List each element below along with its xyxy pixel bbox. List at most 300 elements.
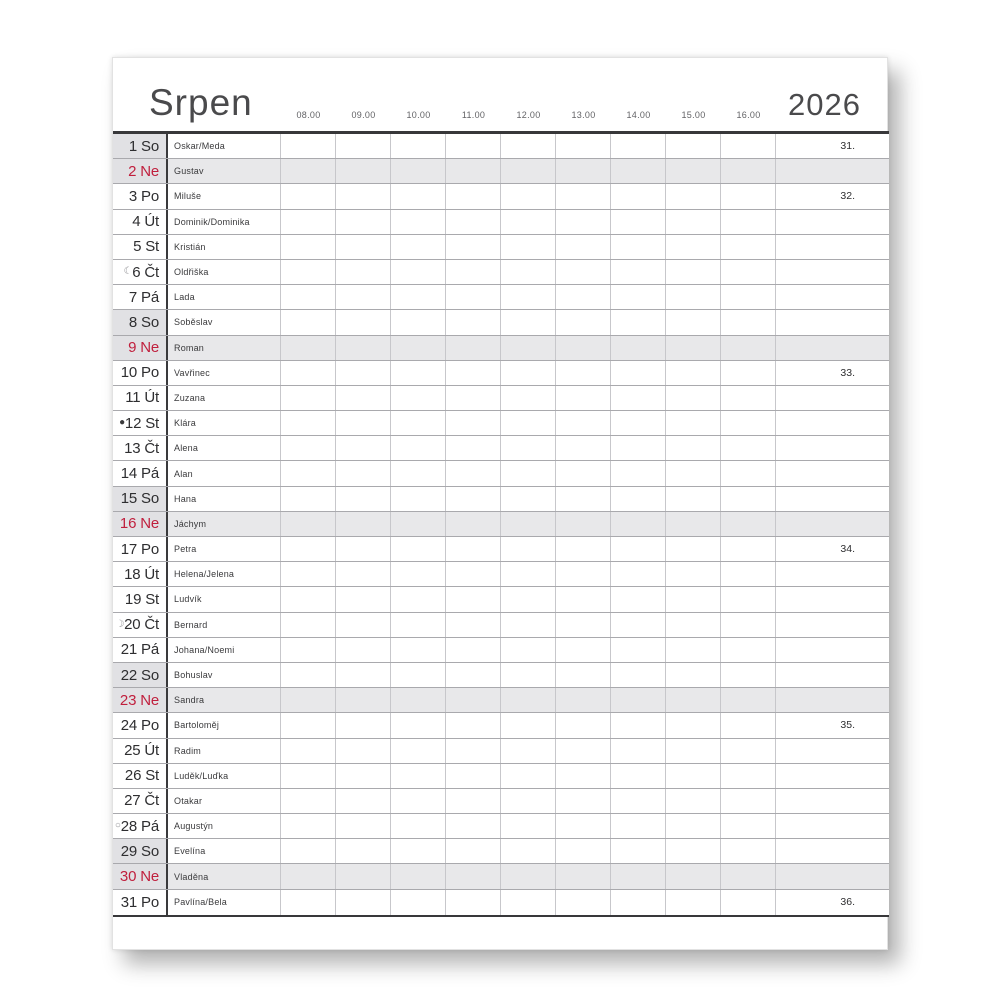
weekday-abbr: Út: [144, 389, 159, 407]
hour-cell: [281, 260, 336, 284]
hour-cell: [556, 537, 611, 561]
hour-cell: [391, 890, 446, 915]
hour-cell: [281, 134, 336, 158]
hour-cell: [611, 184, 666, 208]
nameday-label: Bernard: [168, 613, 281, 637]
hour-cell: [446, 739, 501, 763]
calendar-grid: [113, 131, 889, 917]
hour-cell: [556, 512, 611, 536]
hour-cell: [666, 562, 721, 586]
nameday-label: Hana: [168, 487, 281, 511]
hour-cell: [501, 839, 556, 863]
day-number: 11: [125, 389, 141, 407]
week-number: 35.: [840, 719, 855, 732]
hour-cell: [556, 159, 611, 183]
hour-cell: [556, 260, 611, 284]
nameday-label: Oskar/Meda: [168, 134, 281, 158]
weekday-abbr: St: [145, 590, 159, 608]
day-label: [113, 159, 168, 183]
nameday-label: Roman: [168, 336, 281, 360]
hour-cell: [336, 285, 391, 309]
hour-cell: [336, 336, 391, 360]
hour-cell: [391, 587, 446, 611]
hour-cell: [556, 210, 611, 234]
day-label: [113, 613, 168, 637]
hour-cell: [281, 562, 336, 586]
hour-cell: [336, 638, 391, 662]
hour-cell: [391, 839, 446, 863]
weekday-abbr: Po: [141, 364, 159, 382]
day-row-4: [113, 210, 889, 235]
day-row-6: [113, 260, 889, 285]
hour-cell: [446, 361, 501, 385]
hour-cell: [721, 587, 776, 611]
hour-cell: [666, 839, 721, 863]
hour-cell: [721, 739, 776, 763]
hour-cell: [501, 739, 556, 763]
time-label: 11.00: [461, 110, 486, 120]
hour-cell: [501, 285, 556, 309]
hour-cell: [391, 235, 446, 259]
hour-cell: [391, 461, 446, 485]
hour-cell: [391, 310, 446, 334]
day-label: [113, 386, 168, 410]
hour-cell: [446, 864, 501, 888]
day-label: [113, 839, 168, 863]
full-moon-icon: ○: [114, 820, 121, 832]
hour-cell: [446, 839, 501, 863]
hour-cell: [336, 864, 391, 888]
year-label: 2026: [788, 87, 861, 122]
hour-cell: [666, 789, 721, 813]
hour-cell: [336, 587, 391, 611]
hour-cell: [336, 210, 391, 234]
hour-cell: [336, 235, 391, 259]
hour-cell: [556, 487, 611, 511]
hour-cell: [556, 713, 611, 737]
hour-cell: [666, 713, 721, 737]
hour-cell: [336, 537, 391, 561]
weekday-abbr: Pá: [141, 288, 159, 306]
hour-cell: [611, 436, 666, 460]
nameday-label: Gustav: [168, 159, 281, 183]
day-row-8: [113, 310, 889, 335]
hour-cell: [446, 663, 501, 687]
hour-cell: [721, 537, 776, 561]
weekday-abbr: Po: [141, 540, 159, 558]
hour-cell: [446, 336, 501, 360]
hour-cell: [336, 310, 391, 334]
week-number: 32.: [840, 190, 855, 203]
day-number: 18: [124, 565, 141, 583]
day-label: [113, 235, 168, 259]
day-label: [113, 713, 168, 737]
hour-cell: [666, 436, 721, 460]
hour-cell: [501, 512, 556, 536]
hour-cell: [336, 839, 391, 863]
hour-cell: [666, 487, 721, 511]
hour-cell: [336, 663, 391, 687]
weekday-abbr: Čt: [144, 616, 159, 634]
weekday-abbr: Po: [141, 716, 159, 734]
hour-cell: [611, 310, 666, 334]
week-number: [776, 210, 889, 234]
hour-cell: [446, 688, 501, 712]
week-number: 34.: [840, 543, 855, 556]
hour-cell: [281, 713, 336, 737]
hour-cell: [556, 336, 611, 360]
nameday-label: Pavlína/Bela: [168, 890, 281, 915]
hour-cell: [611, 890, 666, 915]
day-number: 22: [120, 666, 138, 684]
hour-cell: [666, 764, 721, 788]
hour-cell: [611, 587, 666, 611]
week-number: [776, 864, 889, 888]
hour-cell: [666, 864, 721, 888]
day-number: 30: [119, 868, 137, 886]
day-row-17: [113, 537, 889, 562]
nameday-label: Luděk/Luďka: [168, 764, 281, 788]
calendar-page: [112, 57, 888, 950]
hour-cell: [446, 890, 501, 915]
hour-cell: [446, 159, 501, 183]
weekday-abbr: Út: [144, 213, 159, 231]
hour-cell: [336, 764, 391, 788]
nameday-label: Miluše: [168, 184, 281, 208]
hour-cell: [281, 436, 336, 460]
week-number: [776, 587, 889, 611]
hour-cell: [336, 688, 391, 712]
hour-cell: [391, 789, 446, 813]
day-number: 15: [120, 490, 138, 508]
hour-cell: [721, 864, 776, 888]
hour-cell: [281, 184, 336, 208]
hour-cell: [391, 638, 446, 662]
time-label: 13.00: [571, 110, 596, 120]
last-quarter-moon-icon: ☾: [123, 266, 133, 278]
day-row-30: [113, 864, 889, 889]
hour-cell: [281, 864, 336, 888]
hour-cell: [446, 310, 501, 334]
weekday-abbr: Ne: [140, 691, 159, 709]
hour-cell: [721, 260, 776, 284]
hour-cell: [556, 638, 611, 662]
hour-cell: [501, 890, 556, 915]
hour-cell: [666, 537, 721, 561]
hour-cell: [391, 436, 446, 460]
hour-cell: [611, 839, 666, 863]
nameday-label: Alena: [168, 436, 281, 460]
hour-cell: [666, 134, 721, 158]
nameday-label: Evelína: [168, 839, 281, 863]
hour-cell: [556, 587, 611, 611]
hour-cell: [391, 864, 446, 888]
hour-cell: [281, 210, 336, 234]
hour-cell: [391, 562, 446, 586]
day-label: [113, 134, 168, 158]
day-label: [113, 638, 168, 662]
hour-cell: [611, 562, 666, 586]
hour-cell: [666, 688, 721, 712]
hour-cell: [611, 537, 666, 561]
hour-cell: [611, 159, 666, 183]
hour-cell: [281, 386, 336, 410]
hour-cell: [446, 537, 501, 561]
hour-cell: [391, 134, 446, 158]
hour-cell: [721, 361, 776, 385]
weekday-abbr: Pá: [141, 465, 159, 483]
hour-cell: [501, 386, 556, 410]
hour-cell: [501, 235, 556, 259]
hour-cell: [501, 562, 556, 586]
hour-cell: [446, 411, 501, 435]
weekday-abbr: So: [141, 313, 159, 331]
hour-cell: [721, 487, 776, 511]
hour-cell: [336, 159, 391, 183]
weekday-abbr: St: [145, 767, 159, 785]
hour-cell: [666, 512, 721, 536]
weekday-abbr: Ne: [140, 162, 159, 180]
hour-cell: [721, 235, 776, 259]
nameday-label: Otakar: [168, 789, 281, 813]
hour-cell: [556, 890, 611, 915]
week-number: [776, 739, 889, 763]
nameday-label: Zuzana: [168, 386, 281, 410]
day-row-27: [113, 789, 889, 814]
hour-cell: [446, 461, 501, 485]
hour-cell: [501, 461, 556, 485]
week-number: [776, 235, 889, 259]
hour-cell: [501, 537, 556, 561]
nameday-label: Ludvík: [168, 587, 281, 611]
week-number: [776, 512, 889, 536]
hour-cell: [391, 210, 446, 234]
hour-cell: [611, 713, 666, 737]
day-number: 25: [124, 742, 141, 760]
hour-cell: [281, 789, 336, 813]
weekday-abbr: Pá: [141, 817, 159, 835]
hour-cell: [281, 361, 336, 385]
week-number: [776, 285, 889, 309]
day-row-21: [113, 638, 889, 663]
hour-cell: [556, 789, 611, 813]
hour-cell: [501, 361, 556, 385]
hour-cell: [446, 285, 501, 309]
day-label: [113, 587, 168, 611]
day-number: 23: [119, 691, 137, 709]
hour-cell: [501, 764, 556, 788]
hour-cell: [281, 235, 336, 259]
day-row-2: [113, 159, 889, 184]
day-row-22: [113, 663, 889, 688]
week-number: [776, 638, 889, 662]
nameday-label: Vavřinec: [168, 361, 281, 385]
month-title: Srpen: [149, 82, 253, 123]
hour-cell: [666, 411, 721, 435]
hour-cell: [611, 688, 666, 712]
nameday-label: Johana/Noemi: [168, 638, 281, 662]
hour-cell: [666, 739, 721, 763]
day-label: [113, 260, 168, 284]
day-label: [113, 688, 168, 712]
hour-cell: [611, 336, 666, 360]
hour-cell: [611, 386, 666, 410]
hour-cell: [611, 764, 666, 788]
nameday-label: Klára: [168, 411, 281, 435]
hour-cell: [611, 613, 666, 637]
week-number: [776, 436, 889, 460]
day-number: 27: [124, 792, 141, 810]
hour-cell: [336, 184, 391, 208]
day-row-18: [113, 562, 889, 587]
hour-cell: [501, 159, 556, 183]
hour-cell: [391, 764, 446, 788]
hour-cell: [611, 512, 666, 536]
week-number: [776, 336, 889, 360]
hour-cell: [501, 713, 556, 737]
hour-cell: [556, 361, 611, 385]
time-label: 15.00: [681, 110, 706, 120]
hour-cell: [446, 587, 501, 611]
hour-cell: [336, 562, 391, 586]
weekday-abbr: St: [145, 238, 159, 256]
hour-cell: [556, 688, 611, 712]
hour-cell: [446, 814, 501, 838]
hour-cell: [721, 386, 776, 410]
hour-cell: [721, 688, 776, 712]
nameday-label: Lada: [168, 285, 281, 309]
day-row-28: [113, 814, 889, 839]
hour-cell: [446, 184, 501, 208]
hour-cell: [611, 864, 666, 888]
hour-cell: [721, 663, 776, 687]
day-label: [113, 436, 168, 460]
day-number: 21: [120, 641, 138, 659]
hour-cell: [556, 235, 611, 259]
day-number: 8: [128, 313, 138, 331]
hour-cell: [611, 789, 666, 813]
hour-cell: [556, 663, 611, 687]
hour-cell: [611, 361, 666, 385]
day-label: [113, 461, 168, 485]
day-number: 10: [120, 364, 138, 382]
nameday-label: Helena/Jelena: [168, 562, 281, 586]
day-label: [113, 487, 168, 511]
hour-cell: [666, 587, 721, 611]
time-label: 08.00: [296, 110, 321, 120]
hour-cell: [446, 487, 501, 511]
hour-cell: [721, 512, 776, 536]
hour-cell: [281, 537, 336, 561]
hour-cell: [281, 461, 336, 485]
hour-cell: [556, 864, 611, 888]
day-row-15: [113, 487, 889, 512]
hour-cell: [281, 159, 336, 183]
hour-cell: [556, 134, 611, 158]
day-row-19: [113, 587, 889, 612]
day-row-24: [113, 713, 889, 738]
hour-cell: [666, 613, 721, 637]
hour-cell: [336, 814, 391, 838]
hour-cell: [336, 386, 391, 410]
day-number: 29: [120, 842, 138, 860]
hour-cell: [611, 638, 666, 662]
hour-cell: [501, 436, 556, 460]
weekday-abbr: So: [141, 490, 159, 508]
hour-cell: [501, 587, 556, 611]
hour-cell: [281, 587, 336, 611]
day-label: [113, 285, 168, 309]
hour-cell: [611, 134, 666, 158]
weekday-abbr: Po: [141, 187, 159, 205]
hour-cell: [281, 839, 336, 863]
hour-cell: [391, 159, 446, 183]
weekday-abbr: Út: [144, 565, 159, 583]
hour-cell: [446, 260, 501, 284]
hour-cell: [281, 890, 336, 915]
weekday-abbr: Út: [144, 742, 159, 760]
hour-cell: [336, 134, 391, 158]
day-number: 14: [120, 465, 138, 483]
day-number: 17: [120, 540, 138, 558]
day-row-10: [113, 361, 889, 386]
hour-cell: [556, 613, 611, 637]
hour-cell: [281, 638, 336, 662]
day-label: [113, 562, 168, 586]
hour-cell: [501, 814, 556, 838]
hour-cell: [556, 839, 611, 863]
hour-cell: [446, 713, 501, 737]
hour-cell: [446, 764, 501, 788]
hour-cell: [556, 764, 611, 788]
hour-cell: [556, 411, 611, 435]
day-label: [113, 814, 168, 838]
day-number: 5: [133, 238, 142, 256]
day-number: 1: [128, 137, 138, 155]
hour-cell: [391, 613, 446, 637]
week-number: 36.: [840, 896, 855, 909]
hour-cell: [611, 235, 666, 259]
nameday-label: Augustýn: [168, 814, 281, 838]
weekday-abbr: St: [145, 414, 159, 432]
week-number: [776, 839, 889, 863]
hour-cell: [556, 814, 611, 838]
hour-cell: [666, 184, 721, 208]
hour-cell: [721, 713, 776, 737]
hour-cell: [501, 411, 556, 435]
weekday-abbr: Čt: [144, 263, 159, 281]
hour-cell: [391, 411, 446, 435]
day-label: [113, 890, 168, 915]
hour-cell: [666, 638, 721, 662]
time-label: 10.00: [406, 110, 431, 120]
day-label: [113, 537, 168, 561]
hour-cell: [666, 260, 721, 284]
week-number: [776, 386, 889, 410]
hour-cell: [501, 134, 556, 158]
hour-cell: [501, 789, 556, 813]
day-label: [113, 739, 168, 763]
day-row-13: [113, 436, 889, 461]
hour-cell: [281, 764, 336, 788]
day-label: [113, 210, 168, 234]
hour-cell: [336, 260, 391, 284]
day-number: 7: [128, 288, 138, 306]
hour-cell: [721, 159, 776, 183]
day-row-7: [113, 285, 889, 310]
week-number: 31.: [840, 140, 855, 153]
hour-cell: [336, 487, 391, 511]
